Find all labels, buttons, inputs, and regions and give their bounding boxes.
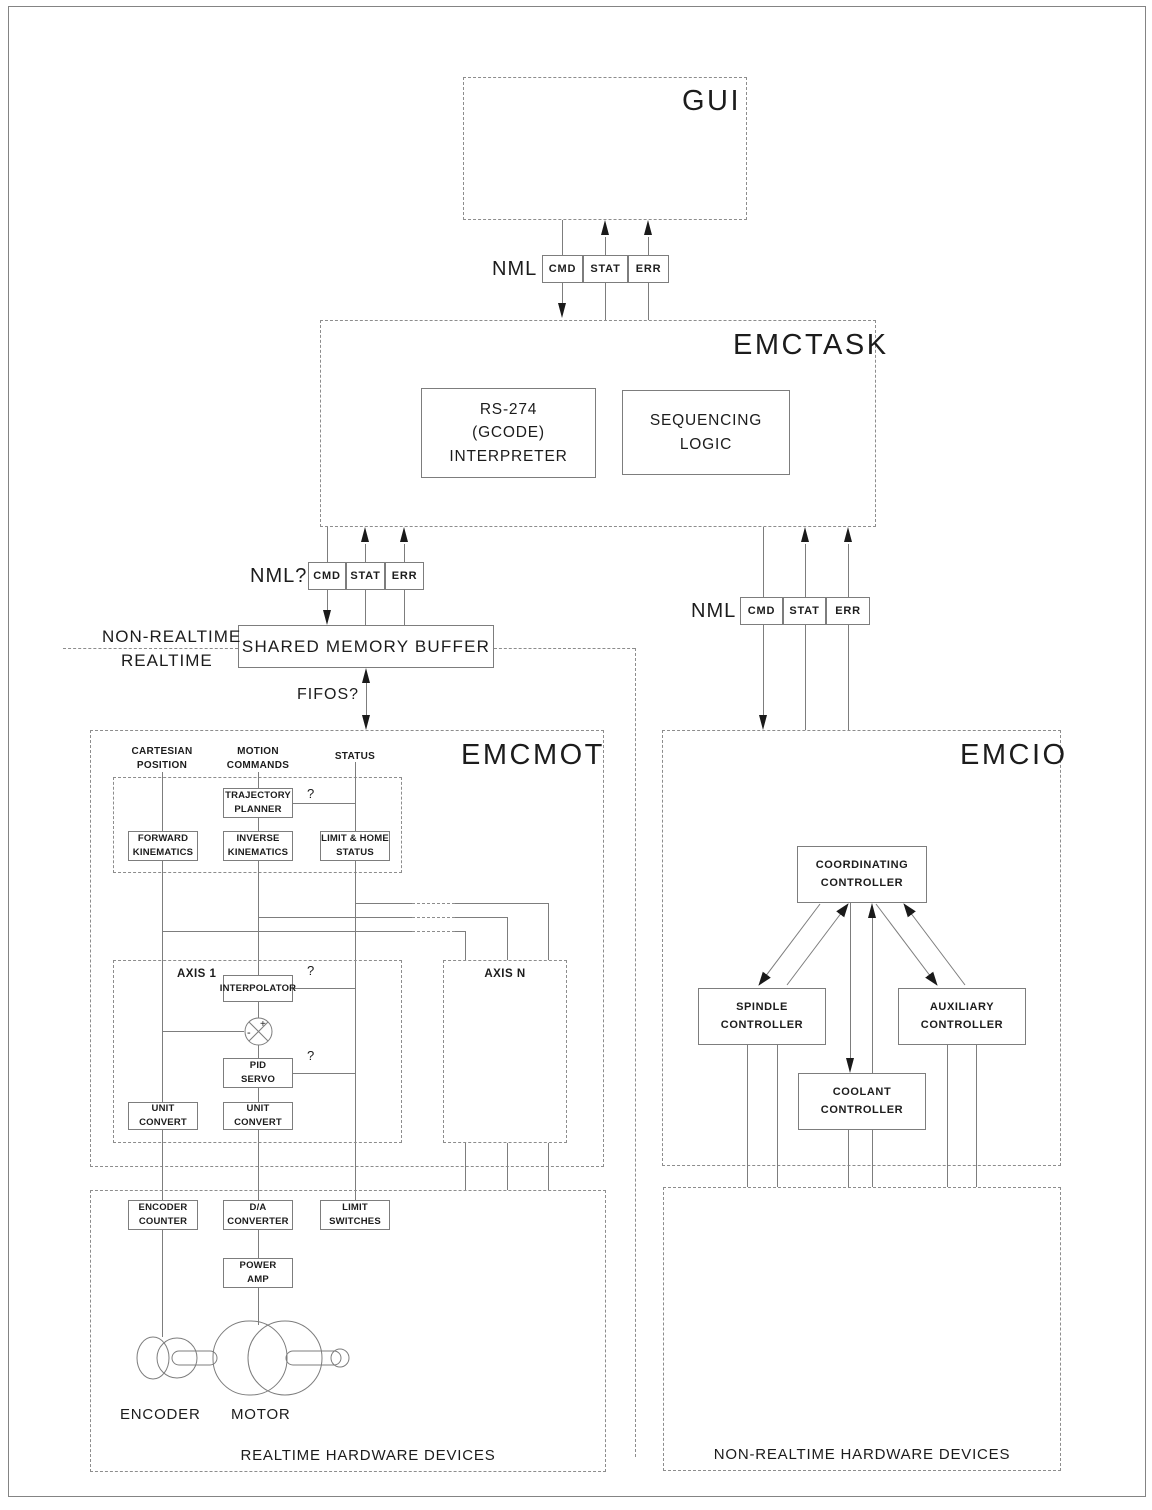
arrowhead-up	[868, 903, 876, 918]
interpreter-line2: (GCODE)	[472, 424, 545, 442]
axisn-box	[443, 960, 567, 1143]
task-err-line	[404, 590, 405, 625]
task-stat-line	[365, 544, 366, 562]
arrowhead-down	[362, 715, 370, 730]
axisn-output-line	[507, 1143, 508, 1190]
coord-to-coolant-line	[850, 903, 851, 1058]
emcmot-label: EMCMOT	[461, 739, 605, 771]
nml-right-err-text: ERR	[835, 605, 861, 617]
nml-right-cmd-text: CMD	[747, 605, 776, 617]
io-stat-line	[805, 544, 806, 597]
nml-top-err-box	[628, 255, 669, 283]
forward-kinematics-box: FORWARD KINEMATICS	[128, 831, 198, 861]
coolant-controller-box: COOLANT CONTROLLER	[798, 1073, 926, 1130]
motor-body	[213, 1321, 287, 1395]
arrowhead-up	[362, 668, 370, 683]
realtime-label: REALTIME	[121, 651, 213, 670]
realtime-divider-line	[63, 648, 238, 649]
task-stat-line	[365, 590, 366, 625]
axis-bus-line	[455, 931, 465, 932]
coolant-output-line	[848, 1130, 849, 1187]
nml-left-cmd-box	[308, 562, 346, 590]
arrowhead-up	[601, 220, 609, 235]
nml-left-err-text: ERR	[391, 570, 418, 582]
axis-bus-line	[355, 903, 412, 904]
encoder-motor-drawing	[100, 1315, 360, 1407]
tp-question-mark: ?	[307, 786, 315, 801]
sequencing-logic-box	[622, 390, 790, 475]
gui-err-line	[648, 237, 649, 255]
nml-right-stat-text: STAT	[789, 605, 820, 617]
tp-status-connector	[293, 803, 355, 804]
inverse-kinematics-box: INVERSE KINEMATICS	[223, 831, 293, 861]
realtime-divider-line	[494, 648, 635, 649]
nml-left-err-box	[385, 562, 424, 590]
encoder-body	[137, 1337, 169, 1379]
pid-question-mark: ?	[307, 1048, 315, 1063]
axisn-output-line	[465, 1143, 466, 1190]
gui-label: GUI	[682, 85, 742, 117]
arrowhead-down	[759, 715, 767, 730]
status-line	[355, 762, 356, 831]
realtime-divider-line-vertical	[635, 648, 636, 1457]
nml-top-err-text: ERR	[635, 263, 662, 275]
limit-home-status-box: LIMIT & HOME STATUS	[320, 831, 390, 861]
io-cmd-line	[763, 527, 764, 597]
task-cmd-line	[327, 527, 328, 562]
spindle-output-line	[777, 1045, 778, 1187]
axisn-output-line	[548, 1143, 549, 1190]
feedback-line	[162, 1031, 244, 1032]
arrowhead-up	[844, 527, 852, 542]
cartesian-position-label: CARTESIAN POSITION	[131, 746, 193, 771]
arrowhead-down	[323, 610, 331, 625]
emcio-label: EMCIO	[960, 739, 1068, 771]
io-cmd-line	[763, 625, 764, 715]
nonrealtime-hardware-label: NON-REALTIME HARDWARE DEVICES	[713, 1446, 1011, 1463]
arrowhead-up	[400, 527, 408, 542]
nonrealtime-hardware-box	[663, 1187, 1061, 1471]
interpolator-box: INTERPOLATOR	[223, 975, 293, 1002]
axis-bus-line	[162, 931, 412, 932]
nml-right-cmd-box	[740, 597, 783, 625]
interpreter-line1: RS-274	[479, 401, 538, 419]
motion-line	[258, 818, 259, 831]
gui-stat-line	[605, 283, 606, 320]
axis-bus-drop	[465, 931, 466, 960]
encoder-label: ENCODER	[120, 1406, 201, 1423]
nml-top-stat-box	[583, 255, 628, 283]
motor-label: MOTOR	[231, 1406, 291, 1423]
task-err-line	[404, 544, 405, 562]
gui-cmd-line	[562, 220, 563, 255]
axis1-label: AXIS 1	[177, 968, 217, 980]
axis-bus-gap	[412, 917, 455, 918]
arrowhead-down	[846, 1058, 854, 1073]
shared-memory-buffer-text: SHARED MEMORY BUFFER	[241, 636, 491, 656]
gui-err-line	[648, 283, 649, 320]
nml-top-label: NML	[492, 258, 538, 280]
auxiliary-controller-box: AUXILIARY CONTROLLER	[898, 988, 1026, 1045]
summing-junction	[244, 1017, 273, 1046]
sequencing-line1: SEQUENCING	[649, 412, 763, 430]
axis-bus-line	[455, 903, 548, 904]
unit-convert-feedback-box: UNIT CONVERT	[128, 1102, 198, 1130]
axis-bus-line	[258, 917, 412, 918]
trajectory-planner-box: TRAJECTORY PLANNER	[223, 788, 293, 818]
aux-to-coord-arrow	[904, 904, 965, 985]
spindle-output-line	[747, 1045, 748, 1187]
limit-switches-box: LIMIT SWITCHES	[320, 1200, 390, 1230]
io-stat-line	[805, 625, 806, 730]
arrowhead-up	[361, 527, 369, 542]
interpreter-line3: INTERPRETER	[449, 447, 568, 465]
shared-memory-buffer-box	[238, 625, 494, 668]
nml-left-label: NML?	[250, 565, 308, 587]
encoder-face	[157, 1338, 197, 1378]
arrowhead-down	[558, 303, 566, 318]
pid-servo-box: PID SERVO	[223, 1058, 293, 1088]
nml-top-cmd-text: CMD	[548, 263, 577, 275]
task-cmd-line	[327, 590, 328, 610]
status-label: STATUS	[334, 751, 376, 762]
gui-stat-line	[605, 237, 606, 255]
realtime-hardware-label: REALTIME HARDWARE DEVICES	[240, 1447, 496, 1464]
motor-face	[248, 1321, 322, 1395]
arrowhead-up	[644, 220, 652, 235]
gcode-interpreter-box	[421, 388, 596, 478]
interp-question-mark: ?	[307, 963, 315, 978]
nml-top-cmd-box	[542, 255, 583, 283]
nml-left-stat-box	[346, 562, 385, 590]
motor-shaft-end	[331, 1349, 349, 1367]
motion-commands-label: MOTION COMMANDS	[226, 746, 290, 771]
sum-minus-sign: -	[247, 1027, 251, 1039]
motion-line	[258, 861, 259, 975]
axis-bus-drop	[507, 917, 508, 960]
axis-bus-gap	[412, 903, 455, 904]
da-converter-box: D/A CONVERTER	[223, 1200, 293, 1230]
cartesian-line	[162, 772, 163, 831]
coordinating-controller-box: COORDINATING CONTROLLER	[797, 846, 927, 903]
coolant-to-coord-line	[872, 918, 873, 1073]
gui-cmd-line	[562, 283, 563, 303]
controller-arrows	[690, 900, 990, 995]
axis-bus-line	[455, 917, 507, 918]
axisn-label: AXIS N	[484, 968, 526, 980]
nml-top-stat-text: STAT	[590, 263, 621, 275]
aux-output-line	[976, 1045, 977, 1187]
power-amp-box: POWER AMP	[223, 1258, 293, 1288]
coolant-output-line	[872, 1130, 873, 1187]
nml-right-label: NML	[691, 600, 737, 622]
encoder-counter-box: ENCODER COUNTER	[128, 1200, 198, 1230]
motion-line	[258, 772, 259, 788]
coord-to-spindle-arrow	[759, 904, 820, 985]
axis-bus-drop	[548, 903, 549, 960]
nml-left-stat-text: STAT	[350, 570, 381, 582]
non-realtime-label: NON-REALTIME	[102, 627, 242, 646]
coord-to-aux-arrow	[876, 904, 937, 985]
spindle-controller-box: SPINDLE CONTROLLER	[698, 988, 826, 1045]
axis-bus-gap	[412, 931, 455, 932]
nml-left-cmd-text: CMD	[313, 570, 341, 582]
emctask-label: EMCTASK	[733, 329, 889, 361]
sum-plus-sign: +	[260, 1019, 266, 1030]
spindle-to-coord-arrow	[787, 904, 848, 985]
arrowhead-up	[801, 527, 809, 542]
aux-output-line	[947, 1045, 948, 1187]
encoder-shaft	[172, 1351, 217, 1365]
fifos-label: FIFOS?	[297, 686, 360, 703]
fifos-line	[366, 683, 367, 715]
nml-right-stat-box	[783, 597, 826, 625]
io-err-line	[848, 544, 849, 597]
unit-convert-output-box: UNIT CONVERT	[223, 1102, 293, 1130]
nml-right-err-box	[826, 597, 870, 625]
io-err-line	[848, 625, 849, 730]
sequencing-line2: LOGIC	[679, 435, 733, 453]
